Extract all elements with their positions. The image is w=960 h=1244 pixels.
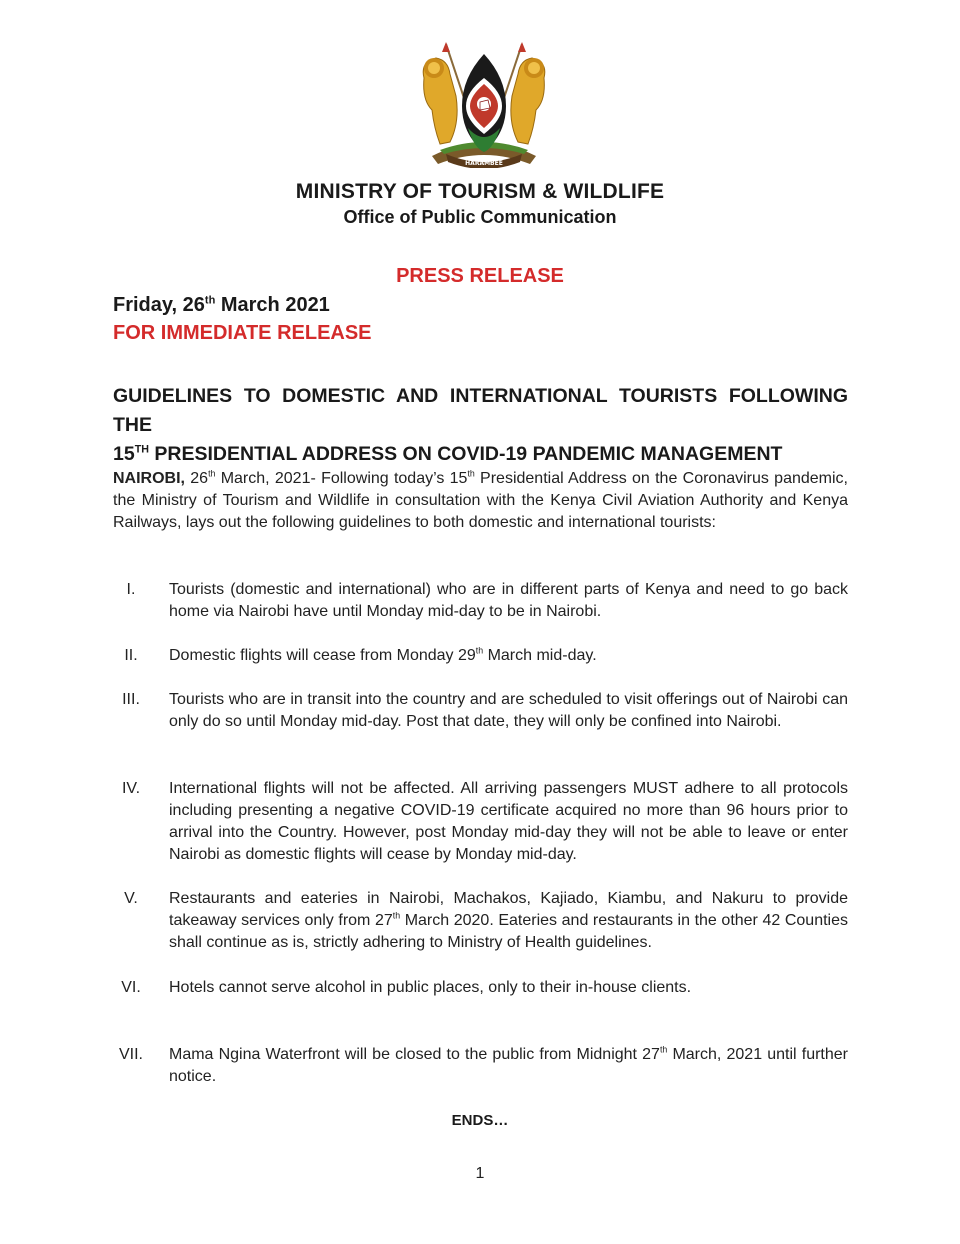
guideline-text [169, 1044, 848, 1088]
guideline-text: Tourists (domestic and international) who are in different parts of Kenya and need to go back home via Nairobi have until Monday mid-day to be in Nairobi. [169, 581, 848, 620]
guideline-number: IV. [121, 780, 141, 797]
guideline-text-sup: th [659, 1044, 668, 1055]
guideline-text-sup: th [392, 910, 401, 921]
document-heading [113, 382, 848, 469]
guideline-text: International flights will not be affected. All arriving passengers MUST adhere to all protocols including presenting a negative COVID-19 certificate acquired no more than 96 hours prior to arrival into the Country. However, post Monday mid-day they will not be able to leave or enter Nairobi as domestic flights will cease by Monday mid-day. [169, 780, 848, 863]
heading-line-1: GUIDELINES TO DOMESTIC AND INTERNATIONAL TOURISTS FOLLOWING THE [113, 385, 848, 436]
intro-sup-1: th [208, 468, 216, 479]
guideline-text [169, 645, 848, 667]
date-suffix: March 2021 [215, 294, 330, 316]
guideline-number: VII. [118, 1046, 143, 1063]
intro-sup-2: th [467, 468, 475, 479]
heading-line-2-suffix: PRESIDENTIAL ADDRESS ON COVID-19 PANDEMIC MANAGEMENT [149, 443, 783, 465]
heading-line-2-prefix: 15 [113, 443, 135, 465]
date-sup: th [204, 294, 216, 307]
ends-marker: ENDS… [451, 1112, 509, 1129]
guideline-text: Hotels cannot serve alcohol in public places, only to their in-house clients. [169, 979, 692, 996]
intro-dateline: NAIROBI, [113, 470, 185, 487]
intro-paragraph [113, 468, 848, 534]
coat-of-arms-icon [410, 38, 558, 168]
heading-line-2 [113, 443, 782, 465]
guideline-number: V. [124, 890, 138, 907]
date-prefix: Friday, 26 [113, 294, 205, 316]
heading-line-2-sup: TH [134, 443, 149, 456]
guideline-number: II. [124, 647, 138, 664]
ministry-name: MINISTRY OF TOURISM & WILDLIFE [295, 180, 665, 203]
guideline-text-post: March, 2021 until further notice. [169, 1046, 848, 1085]
intro-part-3: Presidential Address on the Coronavirus pandemic, the Ministry of Tourism and Wildlife in consultation with the Kenya Civil Aviation Authority and Kenya Railways, lays out the following guidelines to both domestic and international tourists: [113, 470, 848, 531]
office-name: Office of Public Communication [343, 207, 617, 227]
guideline-text [169, 888, 848, 954]
guideline-text-post: March mid-day. [483, 647, 597, 664]
guideline-text-post: March 2020. Eateries and restaurants in the other 42 Counties shall continue as is, strictly adhering to Ministry of Health guidelines. [169, 912, 848, 951]
guideline-text-pre: Domestic flights will cease from Monday 29 [169, 647, 476, 664]
guideline-text-pre: Restaurants and eateries in Nairobi, Machakos, Kajiado, Kiambu, and Nakuru to provide takeaway services only from 27 [169, 890, 848, 929]
guideline-number: I. [126, 581, 136, 598]
crest-motto: HARAMBEE [465, 160, 503, 167]
page-number: 1 [475, 1165, 485, 1182]
press-release-label: PRESS RELEASE [396, 265, 564, 287]
guideline-text-pre: Mama Ngina Waterfront will be closed to the public from Midnight 27 [169, 1046, 660, 1063]
intro-part-1: 26 [185, 470, 209, 487]
guideline-number: III. [122, 691, 140, 708]
intro-part-2: March, 2021- Following today’s 15 [215, 470, 468, 487]
guideline-text-sup: th [475, 645, 484, 656]
release-date [113, 294, 330, 317]
guideline-number: VI. [121, 979, 141, 996]
immediate-release-note: FOR IMMEDIATE RELEASE [113, 322, 372, 344]
guideline-text: Tourists who are in transit into the country and are scheduled to visit offerings out of Nairobi can only do so until Monday mid-day. Post that date, they will only be confined into Nairobi. [169, 691, 848, 730]
